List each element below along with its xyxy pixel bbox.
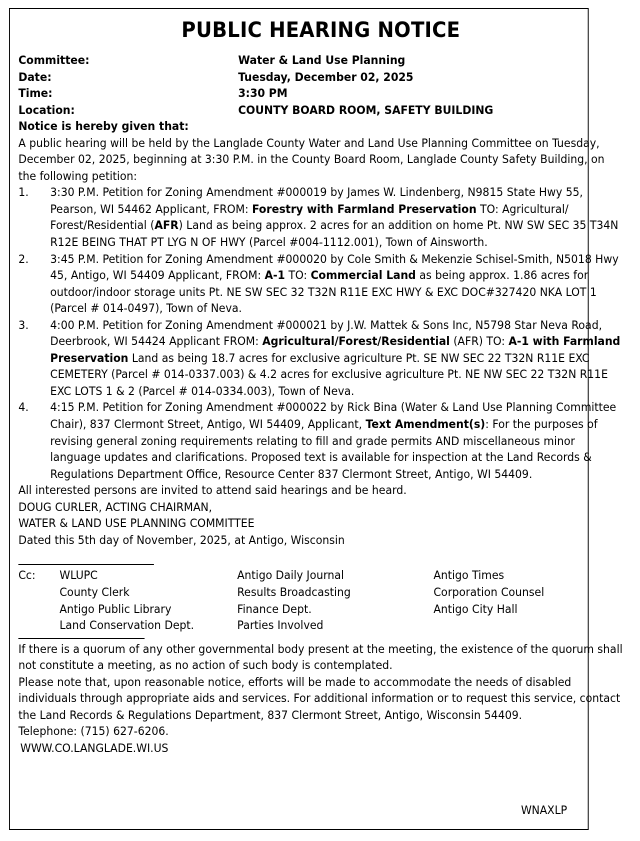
divider: [18, 564, 154, 565]
cc-column: [433, 567, 623, 633]
cc-recipient: Antigo Public Library: [59, 601, 172, 616]
cc-recipient: Antigo City Hall: [433, 601, 518, 616]
petition-text: 4:15 P.M. Petition for Zoning Amendment #000022 by Rick Bina (Water & Land Use Planning Committee Chair), 837 Clermont Street, Antigo, WI 54409, Applicant, Text Amendment(s): For the purposes of revising general zoning requirements relating to fill and grade permits AND miscellaneous minor language updates and clarifications. Proposed text is available for inspection at the Land Records & Regulations Department Office, Resource Center 837 Clermont Street, Antigo, WI 54409.: [50, 400, 617, 481]
invite-text: All interested persons are invited to attend said hearings and be heard.: [18, 483, 407, 498]
detail-label: Location:: [18, 102, 75, 117]
petition-text: 4:00 P.M. Petition for Zoning Amendment #000021 by J.W. Mattek & Sons Inc, N5798 Star Neva Road, Deerbrook, WI 54424 Applicant FROM: Agricultural/Forest/Residential (AFR) TO: A-1 with Farmland Preservation Land as being 18.7 acres for exclusive agriculture Pt. SE NW SEC 22 T32N R11E EXC CEMETERY (Parcel # 014-0337.003) & 4.2 acres for exclusive agriculture Pt. NE NW SEC 22 T32N R11E EXC LOTS 1 & 2 (Parcel # 014-0334.003), Town of Neva.: [50, 317, 621, 398]
notice-title: PUBLIC HEARING NOTICE: [181, 18, 461, 42]
signature-line: WATER & LAND USE PLANNING COMMITTEE: [18, 516, 255, 531]
petition-list: [18, 184, 623, 482]
detail-value: 3:30 PM: [238, 86, 288, 101]
cc-recipient: Land Conservation Dept.: [59, 618, 195, 633]
notice-heading: Notice is hereby given that:: [18, 119, 189, 134]
cc-recipient: Antigo Times: [433, 568, 505, 583]
cc-recipient: Corporation Counsel: [433, 584, 545, 599]
detail-label: Date:: [18, 69, 52, 84]
detail-label: Time:: [18, 86, 53, 101]
signature-line: DOUG CURLER, ACTING CHAIRMAN,: [18, 499, 213, 514]
cc-recipient: Parties Involved: [237, 618, 324, 633]
petition-item: [18, 317, 623, 400]
accommodation-statement: Please note that, upon reasonable notice, efforts will be made to accommodate the needs of disabled individuals through appropriate aids and services. For additional information or to request this service, contact the Land Records & Regulations Department, 837 Clermont Street, Antigo, Wisconsin 54409.: [18, 674, 621, 722]
detail-value: COUNTY BOARD ROOM, SAFETY BUILDING: [238, 102, 494, 117]
meeting-details: [18, 52, 623, 118]
cc-recipient: Finance Dept.: [237, 601, 312, 616]
cc-recipient: County Clerk: [59, 584, 130, 599]
cc-column: [59, 567, 237, 633]
cc-recipient: WLUPC: [59, 568, 98, 583]
cc-list: [18, 567, 623, 633]
detail-value: Water & Land Use Planning: [238, 53, 406, 67]
cc-recipient: Results Broadcasting: [237, 584, 351, 599]
petition-item: [18, 184, 623, 250]
petition-item: [18, 251, 623, 317]
divider: [18, 638, 144, 639]
cc-column: [237, 567, 433, 633]
petition-text: 3:30 P.M. Petition for Zoning Amendment #000019 by James W. Lindenberg, N9815 State Hwy 55, Pearson, WI 54462 Applicant, FROM: Forestry with Farmland Preservation TO: Agricultural/ Forest/Residential (AFR) Land as being approx. 2 acres for an addition on home Pt. NW SW SEC 35 T34N R12E BEING THAT PT LYG N OF HWY (Parcel #004-1112.001), Town of Ainsworth.: [50, 185, 619, 250]
notice-content: [18, 17, 623, 756]
detail-value: Tuesday, December 02, 2025: [238, 69, 414, 84]
petition-number: 1.: [18, 185, 29, 200]
notice-page: [9, 8, 623, 830]
quorum-statement: If there is a quorum of any other governmental body present at the meeting, the existence of the quorum shall not constitute a meeting, as no action of such body is contemplated.: [18, 641, 623, 673]
detail-date: [18, 69, 623, 86]
telephone: Telephone: (715) 627-6206.: [18, 724, 169, 739]
signature-block: [18, 499, 623, 549]
petition-number: 4.: [18, 400, 29, 415]
petition-text: 3:45 P.M. Petition for Zoning Amendment #000020 by Cole Smith & Mekenzie Schisel-Smith, N5018 Hwy 45, Antigo, WI 54409 Applicant, FROM: A-1 TO: Commercial Land as being approx. 1.86 acres for outdoor/indoor storage units Pt. NE SW SEC 32 T32N R11E EXC HWY & EXC DOC#327420 NKA LOT 1 (Parcel # 014-0497), Town of Neva.: [50, 251, 619, 316]
intro-paragraph: A public hearing will be held by the Langlade County Water and Land Use Planning Committee on Tuesday, December 02, 2025, beginning at 3:30 P.M. in the County Board Room, Langlade County Safety Building, on the following petition:: [18, 135, 605, 183]
cc-recipient: Antigo Daily Journal: [237, 568, 345, 583]
petition-item: [18, 399, 623, 482]
website-link[interactable]: WWW.CO.LANGLADE.WI.US: [20, 740, 169, 755]
petition-number: 2.: [18, 251, 29, 266]
detail-time: [18, 85, 623, 102]
signature-line: Dated this 5th day of November, 2025, at Antigo, Wisconsin: [18, 532, 345, 547]
detail-committee: [18, 52, 623, 69]
detail-label: Committee:: [18, 53, 90, 67]
publication-code: WNAXLP: [520, 803, 568, 818]
detail-location: [18, 102, 623, 119]
cc-label: Cc:: [18, 568, 36, 583]
petition-number: 3.: [18, 317, 29, 332]
